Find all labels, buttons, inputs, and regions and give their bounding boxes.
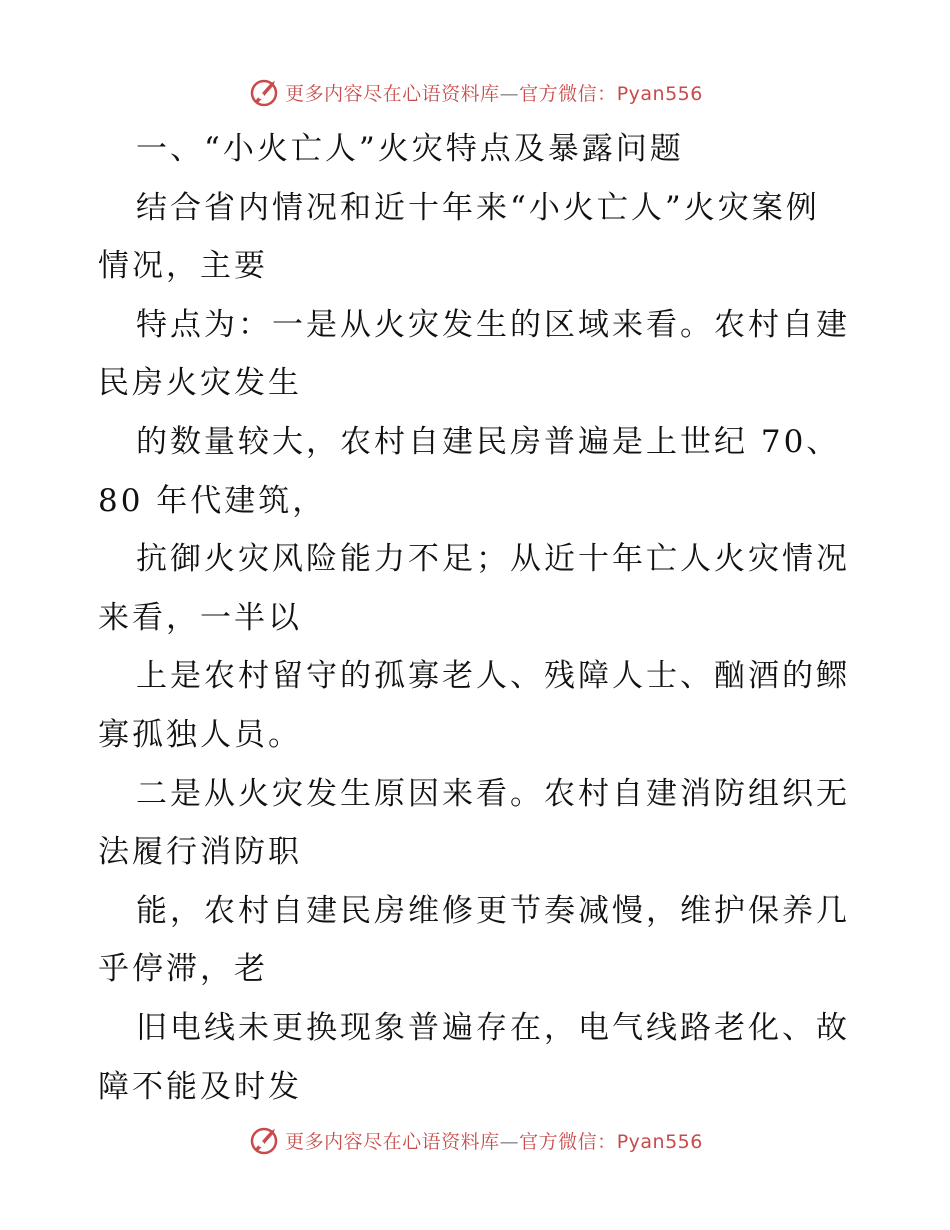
banner-main-text: 更多内容尽在心语资料库 — [285, 1130, 500, 1153]
banner-separator: — — [499, 1130, 520, 1153]
paragraph-line: 的数量较大，农村自建民房普遍是上世纪 70、 — [136, 423, 841, 460]
logo-icon — [247, 75, 281, 109]
paragraph-line: 旧电线未更换现象普遍存在，电气线路老化、故 — [136, 1009, 850, 1046]
paragraph-line: 能，农村自建民房维修更节奏减慢，维护保养几 — [136, 892, 850, 929]
paragraph-line: 情况，主要 — [98, 248, 268, 285]
banner-wechat-id: Pyan556 — [616, 82, 703, 105]
paragraph-line: 乎停滞，老 — [98, 951, 268, 988]
logo-icon — [247, 1123, 281, 1157]
paragraph-line: 障不能及时发 — [98, 1068, 302, 1105]
paragraph-line: 特点为：一是从火灾发生的区域来看。农村自建 — [136, 306, 850, 343]
footer-banner — [0, 1120, 950, 1160]
banner-text — [285, 79, 703, 106]
header-banner — [0, 72, 950, 112]
paragraph-line: 民房火灾发生 — [98, 365, 302, 402]
banner-wechat-id: Pyan556 — [616, 1130, 703, 1153]
banner-wechat-label: 官方微信： — [519, 1130, 617, 1153]
banner-wechat-label: 官方微信： — [519, 82, 617, 105]
paragraph-line: 二是从火灾发生原因来看。农村自建消防组织无 — [136, 775, 850, 812]
paragraph-line: 法履行消防职 — [98, 834, 302, 871]
paragraph-line: 抗御火灾风险能力不足；从近十年亡人火灾情况 — [136, 541, 850, 578]
banner-separator: — — [499, 82, 520, 105]
paragraph-line: 来看，一半以 — [98, 599, 302, 636]
paragraph-line: 80 年代建筑， — [98, 482, 327, 519]
paragraph-line: 结合省内情况和近十年来“小火亡人”火灾案例 — [136, 189, 820, 226]
document-body — [98, 120, 858, 1116]
paragraph-line: 上是农村留守的孤寡老人、残障人士、酗酒的鳏 — [136, 658, 850, 695]
paragraph-line: 寡孤独人员。 — [98, 716, 302, 753]
banner-main-text: 更多内容尽在心语资料库 — [285, 82, 500, 105]
banner-text — [285, 1127, 703, 1154]
section-heading: 一、“小火亡人”火灾特点及暴露问题 — [136, 131, 684, 167]
